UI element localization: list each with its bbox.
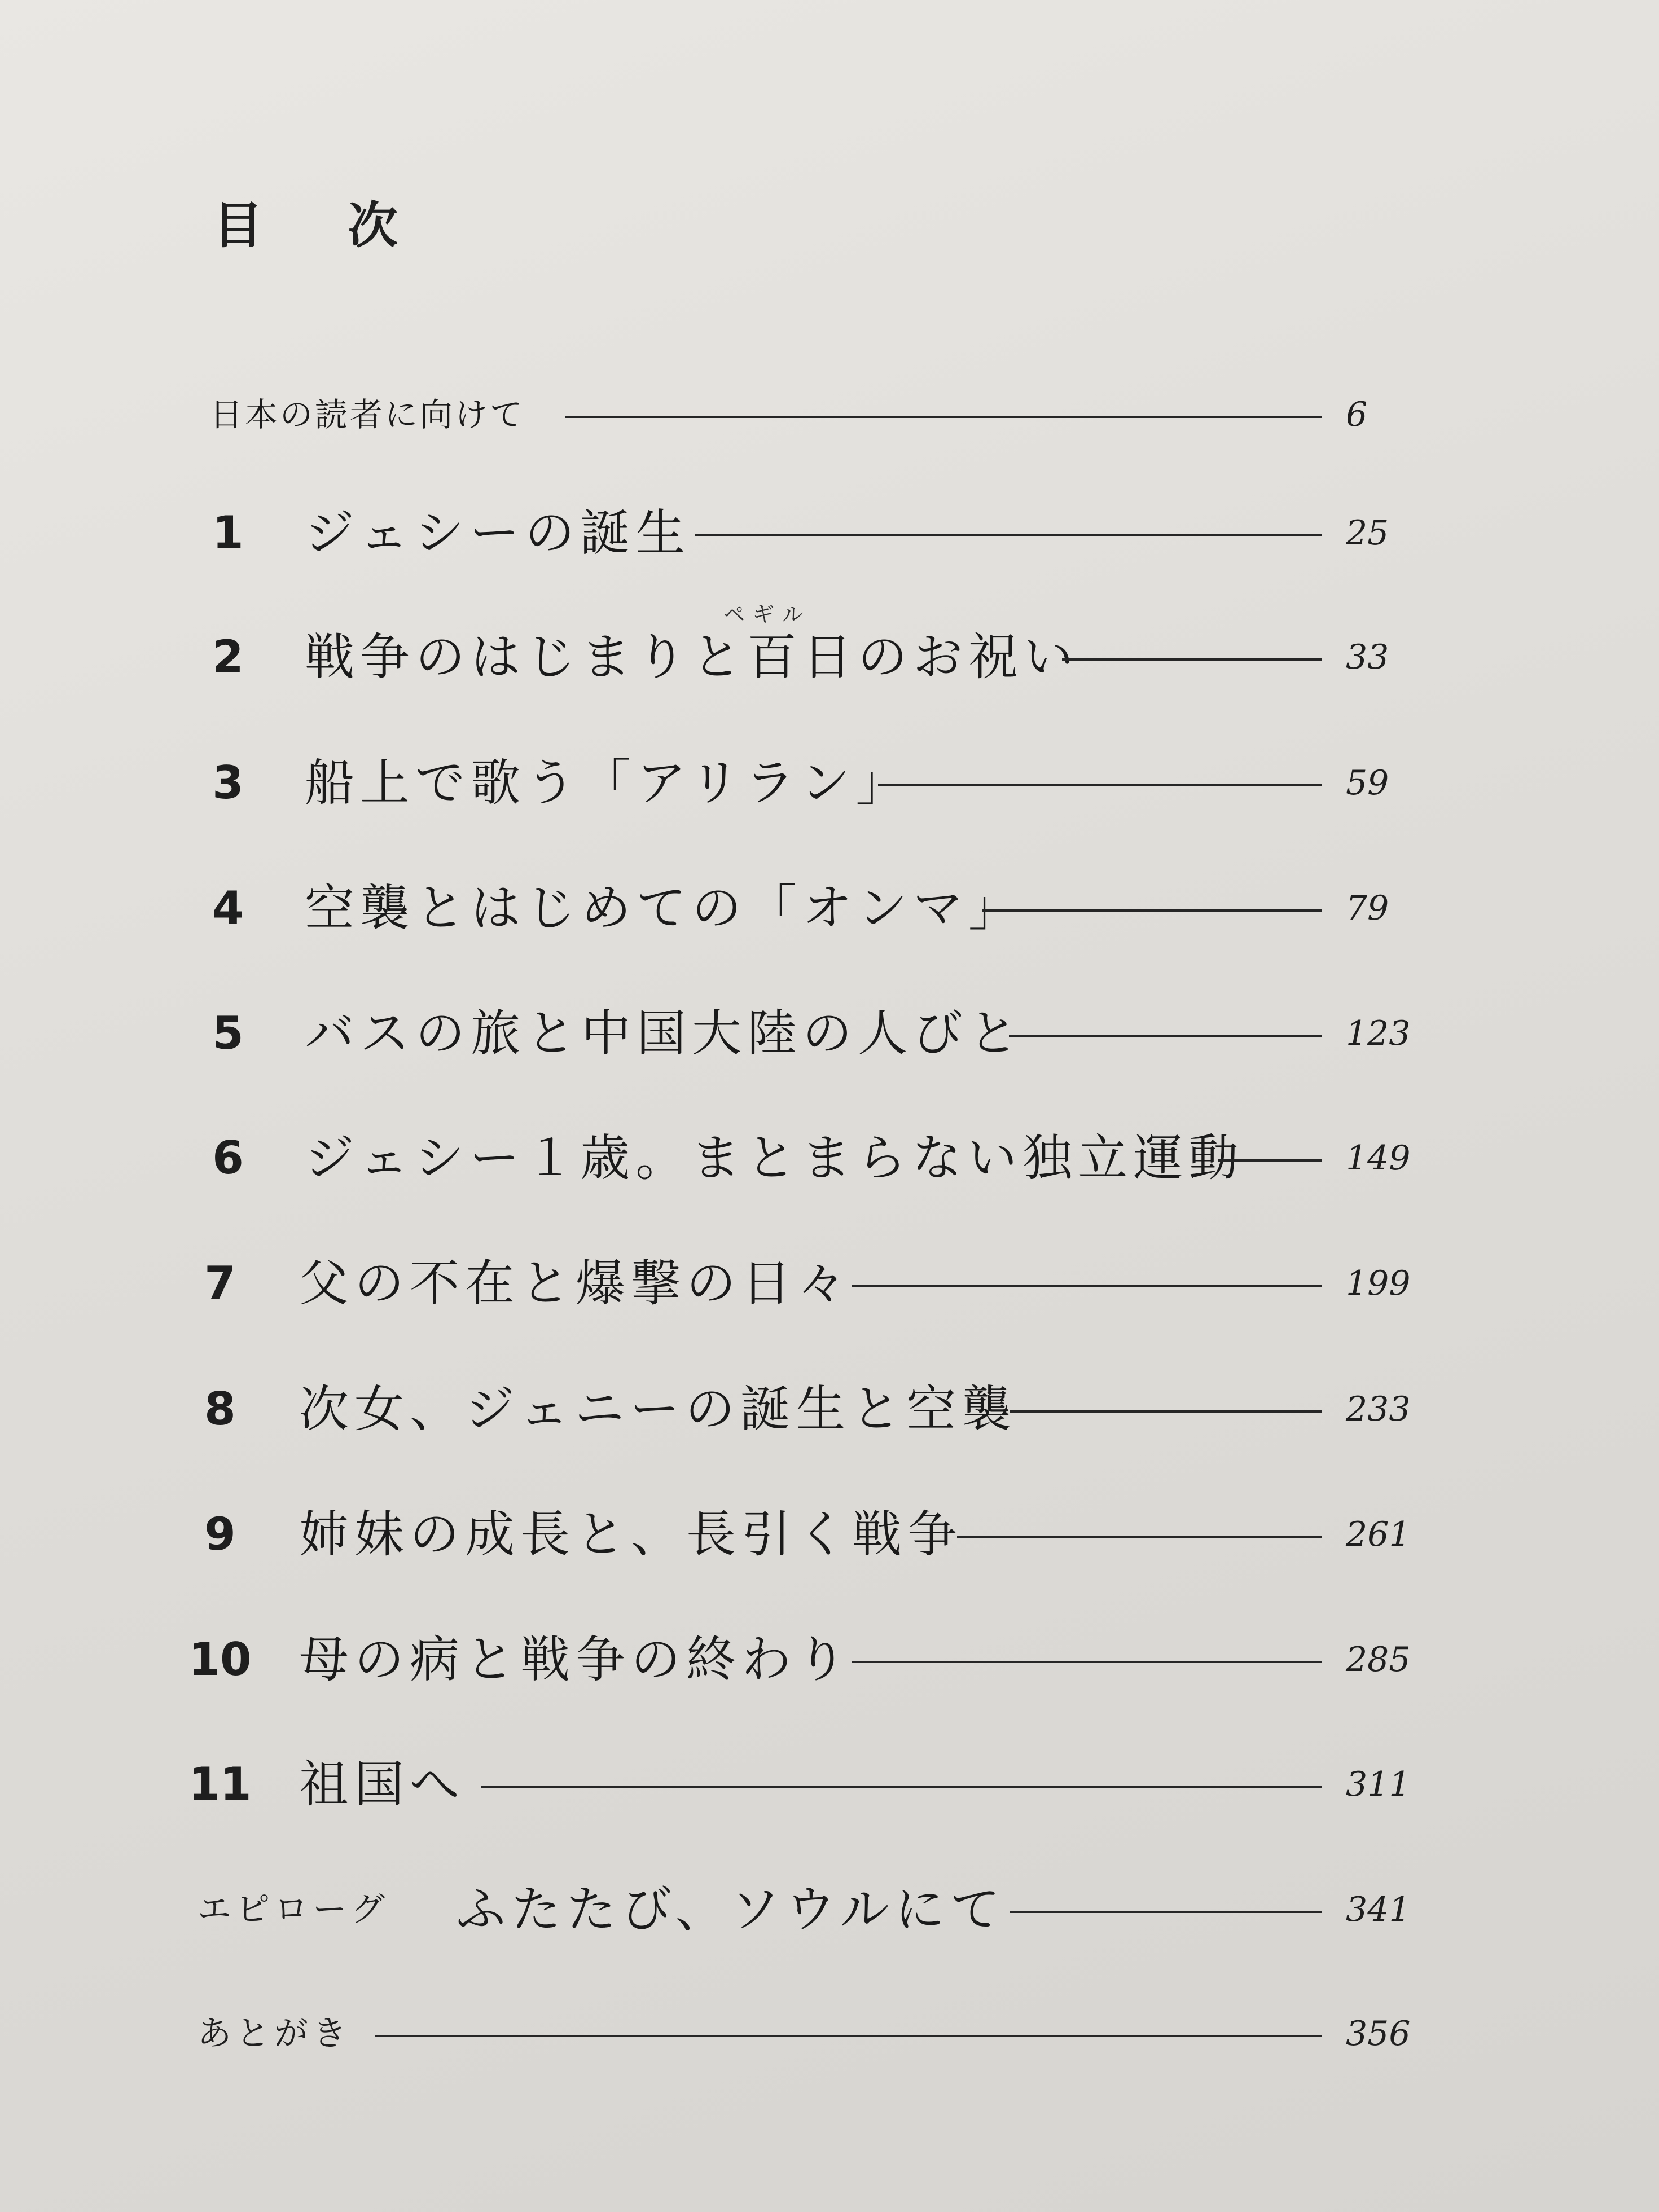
chapter-title: ジェシー１歳。まとまらない独立運動 (305, 1129, 1244, 1187)
chapter-number: 10 (188, 1633, 252, 1686)
chapter-title: 戦争のはじまりと百日のお祝い (305, 628, 1079, 686)
page-number: 6 (1346, 395, 1368, 434)
epilogue-title: ふたたび、ソウルにて (456, 1880, 1006, 1938)
leader-line (1009, 1035, 1322, 1037)
page-number: 233 (1346, 1389, 1411, 1429)
toc-entry-chapter-11[interactable] (0, 1751, 1659, 1818)
page-number: 59 (1346, 763, 1389, 803)
chapter-number: 7 (204, 1257, 236, 1309)
page-number: 311 (1346, 1765, 1411, 1804)
toc-entry-chapter-2[interactable] (0, 623, 1659, 691)
chapter-title: 母の病と戦争の終わり (299, 1630, 853, 1688)
toc-entry-preface[interactable] (0, 381, 1659, 448)
chapter-number: 5 (212, 1007, 244, 1059)
chapter-number: 1 (212, 507, 244, 559)
chapter-title: 次女、ジェニーの誕生と空襲 (299, 1380, 1017, 1438)
chapter-number: 3 (212, 757, 244, 809)
epilogue-prefix: エピローグ (198, 1890, 389, 1929)
toc-entry-chapter-10[interactable] (0, 1626, 1659, 1694)
page-number: 33 (1346, 637, 1389, 677)
leader-line (1010, 1410, 1322, 1413)
chapter-title: ジェシーの誕生 (305, 504, 691, 562)
toc-entry-chapter-3[interactable] (0, 749, 1659, 817)
page-number: 79 (1346, 889, 1389, 928)
page-number: 261 (1346, 1515, 1411, 1554)
toc-entry-chapter-6[interactable] (0, 1124, 1659, 1192)
leader-line (1218, 1159, 1322, 1162)
leader-line (982, 909, 1322, 912)
chapter-number: 11 (188, 1758, 252, 1810)
toc-entry-chapter-5[interactable] (0, 1000, 1659, 1067)
leader-line (565, 416, 1322, 418)
toc-entry-chapter-1[interactable] (0, 499, 1659, 567)
chapter-title: 空襲とはじめての「オンマ」 (305, 879, 1024, 937)
leader-line (957, 1536, 1322, 1538)
toc-entry-chapter-7[interactable] (0, 1250, 1659, 1317)
entry-title: 日本の読者に向けて (210, 395, 525, 434)
page-number: 149 (1346, 1138, 1411, 1178)
toc-entry-chapter-9[interactable] (0, 1501, 1659, 1568)
chapter-title: 父の不在と爆撃の日々 (299, 1254, 853, 1312)
page-number: 25 (1346, 513, 1389, 553)
page-number: 341 (1346, 1890, 1411, 1929)
chapter-number: 9 (204, 1508, 236, 1560)
chapter-number: 6 (212, 1132, 244, 1184)
leader-line (1010, 1911, 1322, 1913)
page-number: 199 (1346, 1264, 1411, 1303)
toc-entry-afterword[interactable] (0, 2000, 1659, 2068)
ruby-annotation: ペギル (723, 602, 811, 627)
chapter-title: バスの旅と中国大陸の人びと (305, 1004, 1024, 1062)
leader-line (1062, 658, 1322, 661)
page-number: 123 (1346, 1014, 1411, 1053)
leader-line (695, 534, 1322, 536)
leader-line (852, 1661, 1322, 1663)
afterword-label: あとがき (198, 2014, 351, 2053)
leader-line (375, 2035, 1322, 2037)
leader-line (878, 784, 1322, 786)
toc-entry-chapter-4[interactable] (0, 874, 1659, 942)
chapter-title: 姉妹の成長と、長引く戦争 (299, 1505, 963, 1563)
toc-entry-epilogue[interactable] (0, 1876, 1659, 1943)
chapter-title: 船上で歌う「アリラン」 (305, 754, 911, 812)
leader-line (852, 1285, 1322, 1287)
chapter-title: 祖国へ (299, 1755, 466, 1813)
page-number: 356 (1346, 2014, 1411, 2053)
toc-entry-chapter-8[interactable] (0, 1375, 1659, 1443)
chapter-number: 4 (212, 882, 244, 934)
chapter-number: 8 (204, 1383, 236, 1435)
leader-line (481, 1786, 1322, 1788)
page-number: 285 (1346, 1640, 1411, 1679)
toc-title: 目 次 (213, 196, 432, 254)
chapter-number: 2 (212, 631, 244, 683)
